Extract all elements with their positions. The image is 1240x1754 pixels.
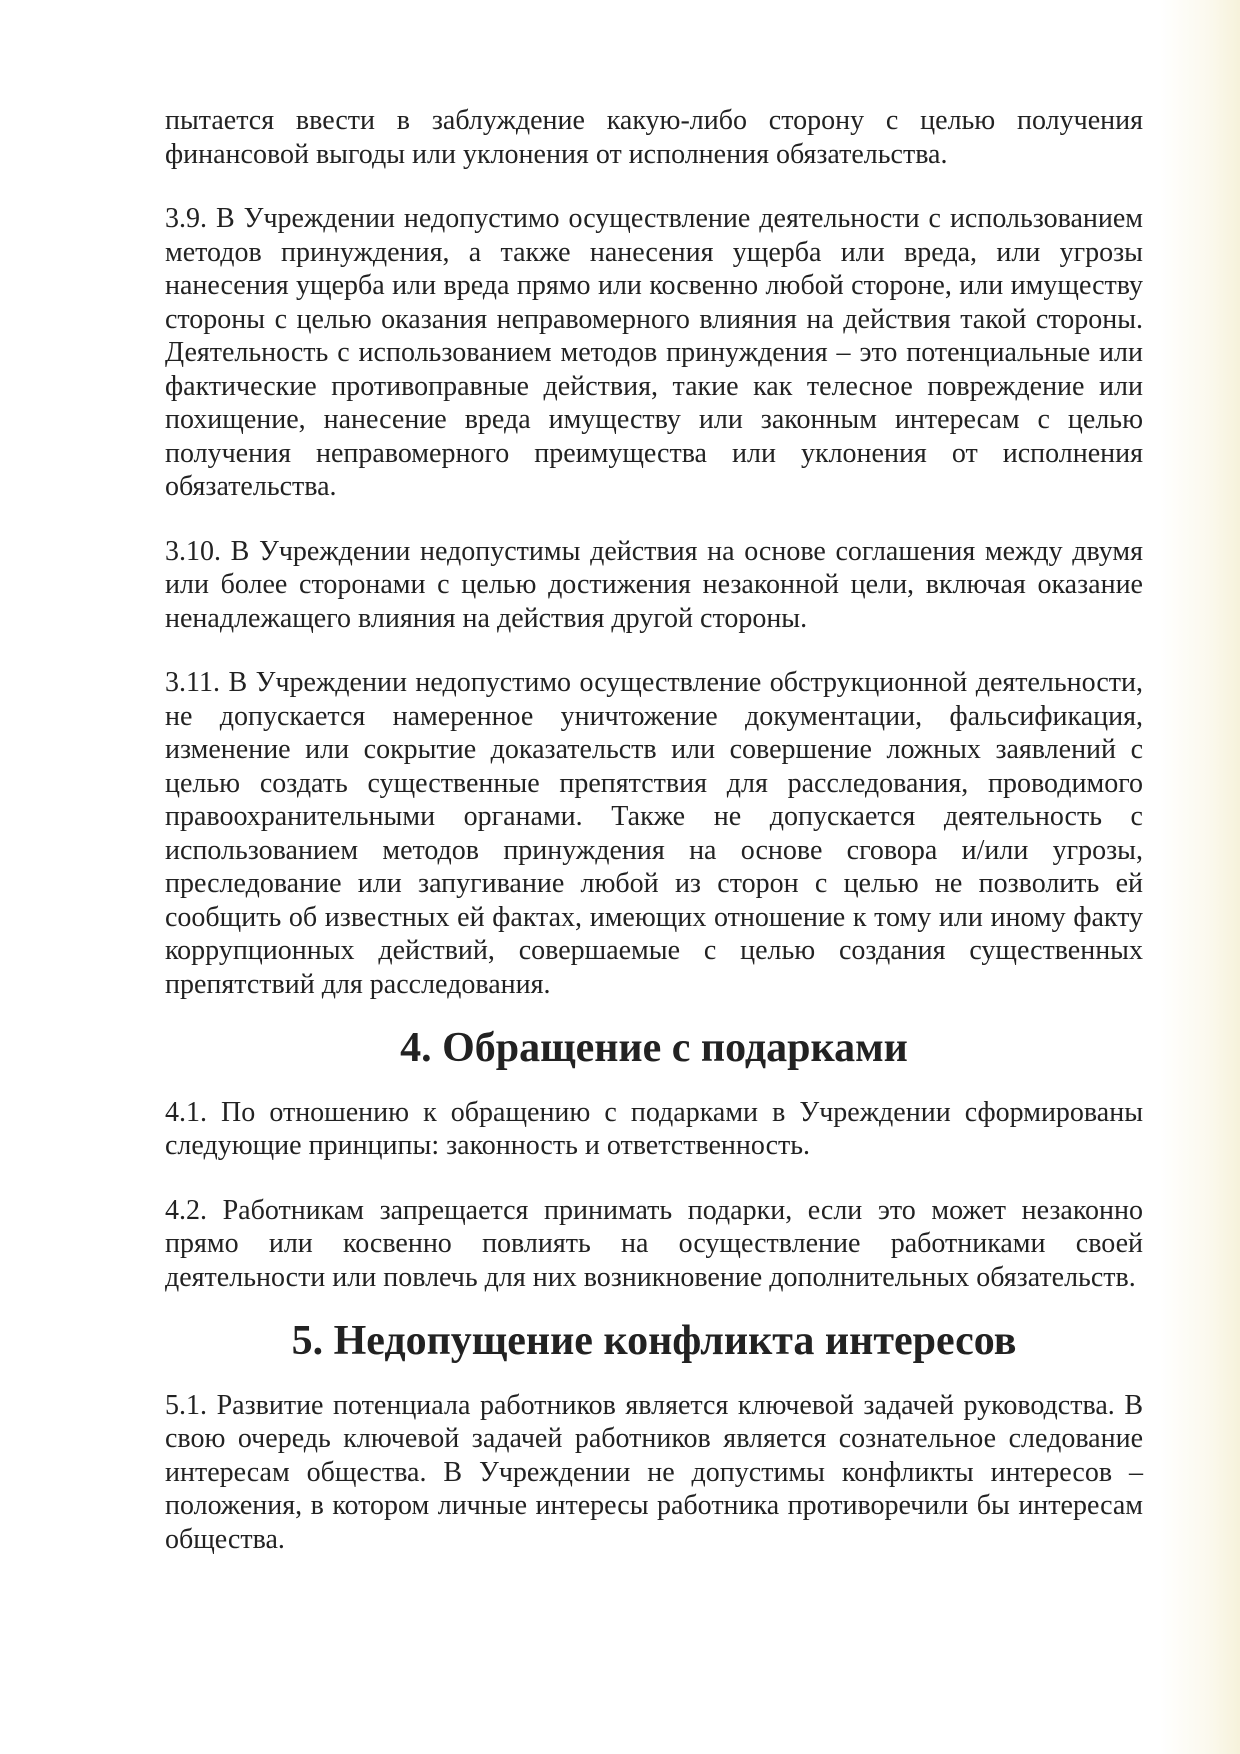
paragraph-3-10: 3.10. В Учреждении недопустимы действия на основе соглашения между двумя или более сторонами с целью достижения незаконной цели, включая оказание ненадлежащего влияния на действия другой стороны. [165, 535, 1143, 634]
section-5-heading: 5. Недопущение конфликта интересов [291, 1318, 1017, 1364]
paragraph-5-1: 5.1. Развитие потенциала работников является ключевой задачей руководства. В свою очередь ключевой задачей работников является сознательное следование интересам общества. В Учреждении не допустимы конфликты интересов – положения, в котором личные интересы работника противоречили бы интересам общества. [165, 1389, 1143, 1555]
paragraph-3-11: 3.11. В Учреждении недопустимо осуществление обструкционной деятельности, не допускается намеренное уничтожение документации, фальсификация, изменение или сокрытие доказательств или совершение ложных заявлений с целью создать существенные препятствия для расследования, проводимого правоохранительными органами. Также не допускается деятельность с использованием методов принуждения на основе сговора и/или угрозы, преследование или запугивание любой из сторон с целью не позволить ей сообщить об известных ей фактах, имеющих отношение к тому или иному факту коррупционных действий, совершаемые с целью создания существенных препятствий для расследования. [165, 667, 1143, 1000]
paragraph-3-9: 3.9. В Учреждении недопустимо осуществление деятельности с использованием методов принуждения, а также нанесения ущерба или вреда, или угрозы нанесения ущерба или вреда прямо или косвенно любой стороне, или имуществу стороны с целью оказания неправомерного влияния на действия такой стороны. Деятельность с использованием методов принуждения – это потенциальные или фактические противоправные действия, такие как телесное повреждение или похищение, нанесение вреда имуществу или законным интересам с целью получения неправомерного преимущества или уклонения от исполнения обязательства. [165, 203, 1143, 502]
paragraph-4-2: 4.2. Работникам запрещается принимать подарки, если это может незаконно прямо или косвенно повлиять на осуществление работниками своей деятельности или повлечь для них возникновение дополнительных обязательств. [165, 1194, 1143, 1293]
document-body [165, 104, 1143, 1587]
paragraph-continuation: пытается ввести в заблуждение какую-либо сторону с целью получения финансовой выгоды или уклонения от исполнения обязательства. [165, 105, 1143, 170]
section-4-heading: 4. Обращение с подарками [400, 1025, 908, 1071]
paper-edge-tint [1160, 0, 1240, 1754]
paragraph-4-1: 4.1. По отношению к обращению с подарками в Учреждении сформированы следующие принципы: законность и ответственность. [165, 1096, 1143, 1161]
